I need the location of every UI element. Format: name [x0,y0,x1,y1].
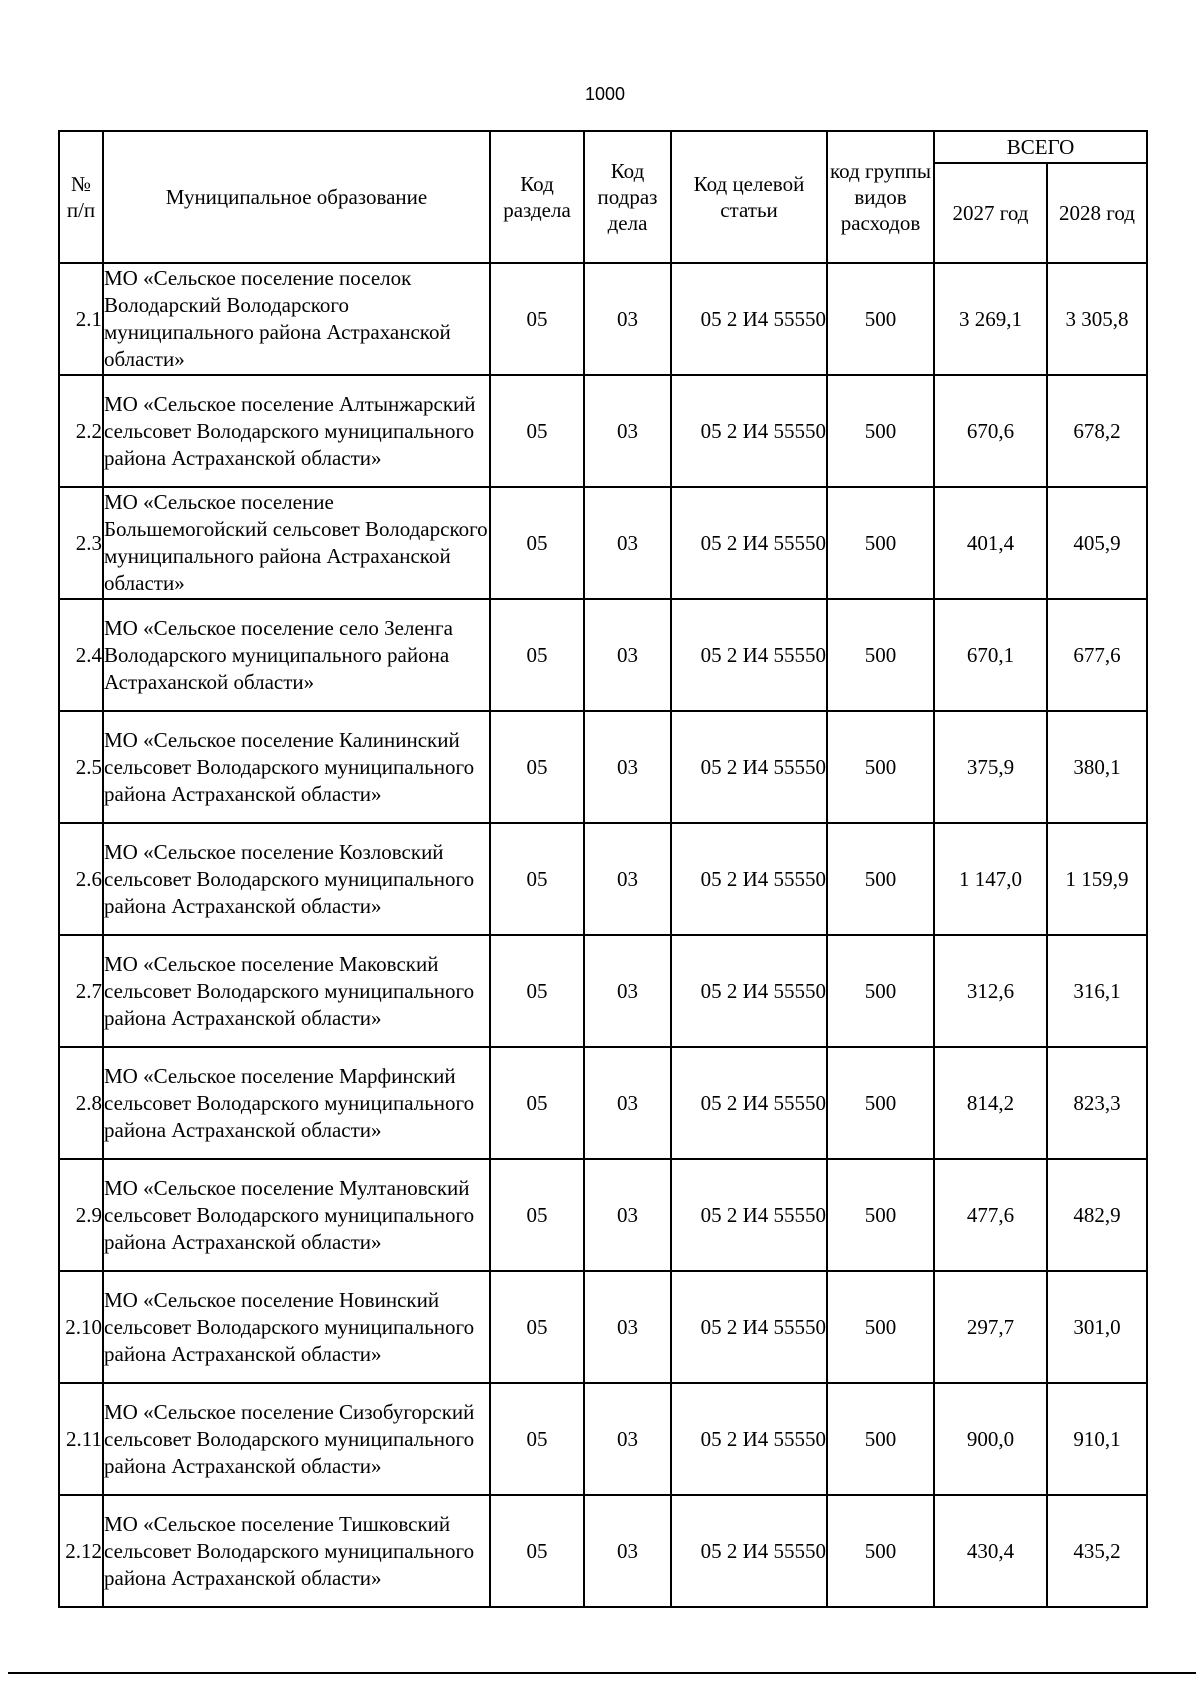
amount-2027: 430,4 [934,1495,1047,1607]
amount-2028: 677,6 [1047,599,1147,711]
header-num: № п/п [59,131,103,263]
target-code: 05 2 И4 55550 [671,263,827,375]
amount-2028: 316,1 [1047,935,1147,1047]
target-code: 05 2 И4 55550 [671,1271,827,1383]
expense-group-code: 500 [827,263,934,375]
subsection-code: 03 [584,375,671,487]
section-code: 05 [490,375,584,487]
municipality-name: МО «Сельское поселение Калининский сельсовет Володарского муниципального района Астраханской области» [103,711,490,823]
section-code: 05 [490,1047,584,1159]
municipality-name: МО «Сельское поселение поселок Володарский Володарского муниципального района Астраханской области» [103,263,490,375]
municipality-name: МО «Сельское поселение Большемогойский сельсовет Володарского муниципального района Астраханской области» [103,487,490,599]
subsection-code: 03 [584,1383,671,1495]
subsection-code: 03 [584,1047,671,1159]
municipality-name: МО «Сельское поселение Маковский сельсовет Володарского муниципального района Астраханской области» [103,935,490,1047]
table-row [59,1495,1147,1607]
amount-2027: 900,0 [934,1383,1047,1495]
expense-group-code: 500 [827,1383,934,1495]
row-number: 2.11 [59,1383,103,1495]
municipality-name: МО «Сельское поселение Козловский сельсовет Володарского муниципального района Астраханской области» [103,823,490,935]
table-row [59,711,1147,823]
section-code: 05 [490,823,584,935]
expense-group-code: 500 [827,1159,934,1271]
amount-2027: 375,9 [934,711,1047,823]
subsection-code: 03 [584,599,671,711]
footer-divider [8,1672,1196,1674]
table-row [59,1047,1147,1159]
target-code: 05 2 И4 55550 [671,1383,827,1495]
municipality-name: МО «Сельское поселение Алтынжарский сельсовет Володарского муниципального района Астраханской области» [103,375,490,487]
target-code: 05 2 И4 55550 [671,375,827,487]
amount-2027: 670,1 [934,599,1047,711]
header-year-2028: 2028 год [1047,163,1147,263]
expense-group-code: 500 [827,487,934,599]
subsection-code: 03 [584,935,671,1047]
amount-2028: 435,2 [1047,1495,1147,1607]
header-expense-group-code: код группы видов расходов [827,131,934,263]
row-number: 2.2 [59,375,103,487]
amount-2028: 910,1 [1047,1383,1147,1495]
subsection-code: 03 [584,1495,671,1607]
section-code: 05 [490,599,584,711]
row-number: 2.7 [59,935,103,1047]
row-number: 2.3 [59,487,103,599]
expense-group-code: 500 [827,823,934,935]
section-code: 05 [490,263,584,375]
section-code: 05 [490,1271,584,1383]
subsection-code: 03 [584,1159,671,1271]
subsection-code: 03 [584,263,671,375]
amount-2028: 3 305,8 [1047,263,1147,375]
target-code: 05 2 И4 55550 [671,487,827,599]
subsection-code: 03 [584,487,671,599]
table-row [59,375,1147,487]
section-code: 05 [490,1159,584,1271]
amount-2028: 301,0 [1047,1271,1147,1383]
row-number: 2.8 [59,1047,103,1159]
amount-2028: 482,9 [1047,1159,1147,1271]
table-row [59,263,1147,375]
amount-2027: 297,7 [934,1271,1047,1383]
header-municipality: Муниципальное образование [103,131,490,263]
municipality-name: МО «Сельское поселение Мултановский сельсовет Володарского муниципального района Астраханской области» [103,1159,490,1271]
amount-2028: 1 159,9 [1047,823,1147,935]
table-row [59,823,1147,935]
municipality-name: МО «Сельское поселение село Зеленга Володарского муниципального района Астраханской области» [103,599,490,711]
table-row [59,487,1147,599]
expense-group-code: 500 [827,1047,934,1159]
municipality-name: МО «Сельское поселение Новинский сельсовет Володарского муниципального района Астраханской области» [103,1271,490,1383]
target-code: 05 2 И4 55550 [671,1495,827,1607]
amount-2027: 312,6 [934,935,1047,1047]
budget-table [58,130,1148,1608]
expense-group-code: 500 [827,375,934,487]
target-code: 05 2 И4 55550 [671,1159,827,1271]
table-row [59,1159,1147,1271]
section-code: 05 [490,711,584,823]
amount-2028: 380,1 [1047,711,1147,823]
row-number: 2.10 [59,1271,103,1383]
amount-2028: 405,9 [1047,487,1147,599]
target-code: 05 2 И4 55550 [671,711,827,823]
header-year-2027: 2027 год [934,163,1047,263]
table-row [59,1271,1147,1383]
row-number: 2.6 [59,823,103,935]
section-code: 05 [490,1383,584,1495]
subsection-code: 03 [584,1271,671,1383]
municipality-name: МО «Сельское поселение Марфинский сельсовет Володарского муниципального района Астраханской области» [103,1047,490,1159]
header-total: ВСЕГО [934,131,1147,163]
amount-2028: 678,2 [1047,375,1147,487]
row-number: 2.12 [59,1495,103,1607]
expense-group-code: 500 [827,935,934,1047]
section-code: 05 [490,487,584,599]
amount-2027: 3 269,1 [934,263,1047,375]
row-number: 2.4 [59,599,103,711]
header-target-code: Код целевой статьи [671,131,827,263]
table-row [59,935,1147,1047]
target-code: 05 2 И4 55550 [671,599,827,711]
amount-2027: 477,6 [934,1159,1047,1271]
row-number: 2.1 [59,263,103,375]
municipality-name: МО «Сельское поселение Сизобугорский сельсовет Володарского муниципального района Астраханской области» [103,1383,490,1495]
expense-group-code: 500 [827,1495,934,1607]
amount-2028: 823,3 [1047,1047,1147,1159]
target-code: 05 2 И4 55550 [671,935,827,1047]
amount-2027: 814,2 [934,1047,1047,1159]
section-code: 05 [490,935,584,1047]
table-row [59,599,1147,711]
table-body [59,263,1147,1607]
target-code: 05 2 И4 55550 [671,1047,827,1159]
page-number: 1000 [584,84,626,104]
table-header [59,131,1147,263]
target-code: 05 2 И4 55550 [671,823,827,935]
subsection-code: 03 [584,823,671,935]
expense-group-code: 500 [827,1271,934,1383]
expense-group-code: 500 [827,711,934,823]
table-row [59,1383,1147,1495]
header-subsection-code: Код подраз дела [584,131,671,263]
expense-group-code: 500 [827,599,934,711]
amount-2027: 1 147,0 [934,823,1047,935]
municipality-name: МО «Сельское поселение Тишковский сельсовет Володарского муниципального района Астраханской области» [103,1495,490,1607]
row-number: 2.5 [59,711,103,823]
subsection-code: 03 [584,711,671,823]
section-code: 05 [490,1495,584,1607]
row-number: 2.9 [59,1159,103,1271]
amount-2027: 670,6 [934,375,1047,487]
amount-2027: 401,4 [934,487,1047,599]
header-section-code: Код раздела [490,131,584,263]
